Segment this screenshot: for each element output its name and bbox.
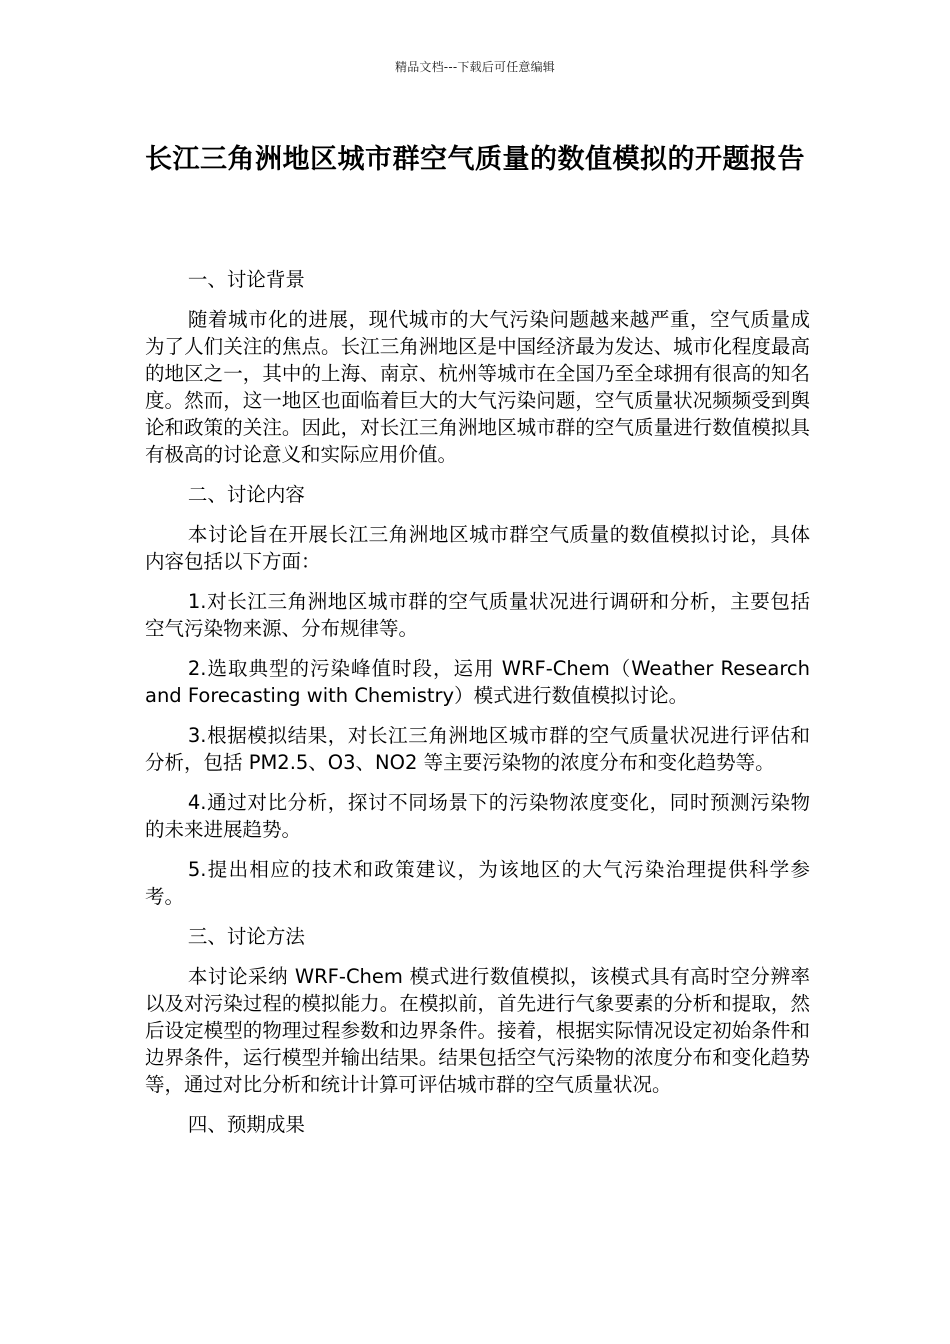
list-item-3: 3.根据模拟结果，对长江三角洲地区城市群的空气质量状况进行评估和分析，包括 PM2.5、O3、NO2 等主要污染物的浓度分布和变化趋势等。 <box>145 724 810 774</box>
paragraph-method: 本讨论采纳 WRF-Chem 模式进行数值模拟，该模式具有高时空分辨率以及对污染过程的模拟能力。在模拟前，首先进行气象要素的分析和提取，然后设定模型的物理过程参数和边界条件。接着，根据实际情况设定初始条件和边界条件，运行模型并输出结果。结果包括空气污染物的浓度分布和变化趋势等，通过对比分析和统计计算可评估城市群的空气质量状况。 <box>145 965 810 1096</box>
list-item-1: 1.对长江三角洲地区城市群的空气质量状况进行调研和分析，主要包括空气污染物来源、分布规律等。 <box>145 590 810 640</box>
section-heading-background: 一、讨论背景 <box>187 268 305 291</box>
section-heading-outcomes: 四、预期成果 <box>187 1113 305 1136</box>
document-body <box>145 266 810 1138</box>
list-item-5: 5.提出相应的技术和政策建议，为该地区的大气污染治理提供科学参考。 <box>145 858 810 908</box>
section-heading-method: 三、讨论方法 <box>187 925 305 948</box>
section-heading-content: 二、讨论内容 <box>187 483 305 506</box>
paragraph-content-intro: 本讨论旨在开展长江三角洲地区城市群空气质量的数值模拟讨论，具体内容包括以下方面： <box>145 523 810 573</box>
list-item-2: 2.选取典型的污染峰值时段，运用 WRF-Chem（Weather Research and Forecasting with Chemistry）模式进行数值模拟讨论。 <box>145 657 810 707</box>
paragraph-background: 随着城市化的进展，现代城市的大气污染问题越来越严重，空气质量成为了人们关注的焦点。长江三角洲地区是中国经济最为发达、城市化程度最高的地区之一，其中的上海、南京、杭州等城市在全国乃至全球拥有很高的知名度。然而，这一地区也面临着巨大的大气污染问题，空气质量状况频频受到舆论和政策的关注。因此，对长江三角洲地区城市群的空气质量进行数值模拟具有极高的讨论意义和实际应用价值。 <box>145 308 810 466</box>
header-note: 精品文档---下载后可任意编辑 <box>395 60 555 74</box>
list-item-4: 4.通过对比分析，探讨不同场景下的污染物浓度变化，同时预测污染物的未来进展趋势。 <box>145 791 810 841</box>
document-title: 长江三角洲地区城市群空气质量的数值模拟的开题报告 <box>145 144 805 175</box>
